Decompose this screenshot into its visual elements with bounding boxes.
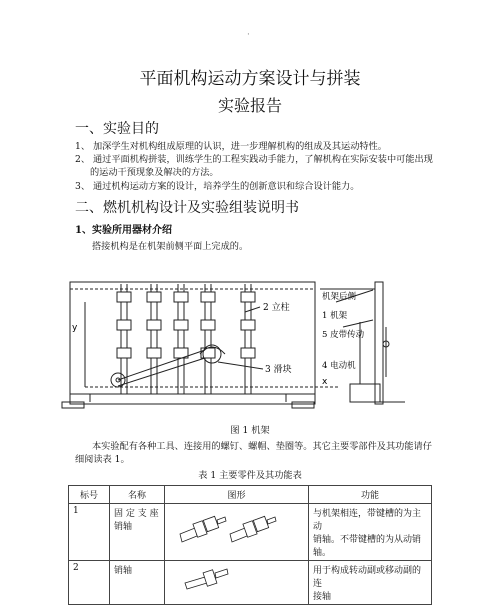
section-1-item-2: 2、 通过平面机构拼装，训练学生的工程实践动手能力，了解机构在实际安装中可能出现: [75, 154, 433, 165]
motor-label: 4 电动机: [322, 361, 356, 371]
document-subtitle: 实验报告: [217, 96, 282, 115]
row-2-name-line-1: 销轴: [114, 566, 133, 576]
row-1-function-line-1: 与机架相连，带键槽的为主动: [313, 509, 422, 532]
body-text-line-2: 细阅读表 1。: [75, 454, 130, 465]
belt-drive-label: 5 皮带传动: [322, 330, 365, 340]
row-1-name-line-2: 销轴: [114, 522, 133, 532]
row-1-name-line-1: 固 定 支 座: [114, 509, 159, 519]
pin-drawing: [165, 561, 300, 591]
frame-label: 1 机架: [322, 311, 348, 321]
rear-side-label: 机架后侧: [322, 292, 357, 302]
figure-caption: 图 1 机架: [230, 425, 270, 436]
header-figure: 图形: [165, 486, 309, 504]
subsection-1-heading: 1、实验所用器材介绍: [75, 225, 172, 236]
section-1-item-3: 3、 通过机构运动方案的设计，培养学生的创新意识和综合设计能力。: [75, 181, 360, 192]
table-caption: 表 1 主要零件及其功能表: [198, 470, 302, 481]
table-header-row: [69, 486, 432, 504]
row-1-function: [309, 504, 432, 561]
y-axis-label: y: [72, 323, 78, 333]
intro-text: 搭接机构是在机架前侧平面上完成的。: [92, 241, 249, 252]
header-name: 名称: [110, 486, 165, 504]
row-1-figure: [165, 504, 309, 561]
top-mark: ·: [247, 30, 250, 40]
table-row: [69, 561, 432, 605]
body-text-line-1: 本实验配有各种工具、连接用的螺钉、螺帽、垫圈等。其它主要零部件及其功能请仔: [92, 441, 432, 452]
row-2-figure: [165, 561, 309, 605]
frame-figure: [60, 262, 410, 422]
section-1-item-2-cont: 的运动干预现象及解决的方法。: [90, 167, 219, 178]
header-function: 功能: [309, 486, 432, 504]
section-1-item-1: 1、 加深学生对机构组成原理的认识，进一步理解机构的组成及其运动特性。: [75, 141, 387, 152]
fixed-pivot-pin-drawing: [165, 504, 300, 548]
table-row: [69, 504, 432, 561]
row-1-function-line-3: 轴。: [313, 548, 332, 558]
document-title: 平面机构运动方案设计与拼装: [139, 69, 361, 89]
row-2-name: [110, 561, 165, 605]
row-2-number: 2: [69, 561, 110, 605]
column-label: 2 立柱: [263, 303, 290, 313]
row-2-function-line-1: 用于构成转动副或移动副的连: [313, 566, 422, 589]
row-1-function-line-2: 销轴。不带键槽的为从动销: [313, 535, 422, 545]
row-1-number: 1: [69, 504, 110, 561]
section-2-heading: 二、燃机机构设计及实验组装说明书: [75, 200, 299, 216]
row-2-function-line-2: 接轴: [313, 592, 332, 602]
parts-table: [68, 485, 432, 605]
row-2-function: [309, 561, 432, 605]
section-1-heading: 一、实验目的: [75, 121, 159, 137]
x-axis-label: x: [322, 377, 328, 387]
slider-label: 3 滑块: [265, 365, 292, 375]
header-number: 标号: [69, 486, 110, 504]
row-1-name: [110, 504, 165, 561]
